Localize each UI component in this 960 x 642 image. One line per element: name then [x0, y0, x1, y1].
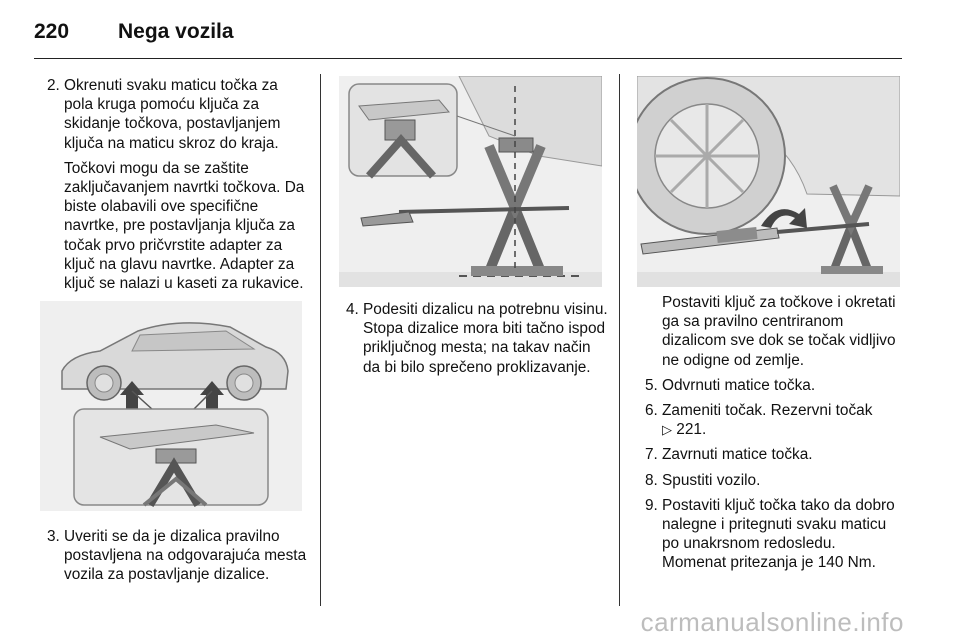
page-header — [34, 8, 902, 58]
col3-text-block — [632, 293, 904, 573]
jack-points-illustration — [40, 301, 302, 511]
header-rule — [34, 58, 902, 59]
step-7 — [632, 445, 904, 464]
step-5 — [632, 376, 904, 395]
step-text: Zavrnuti matice točka. — [662, 446, 813, 464]
torque-note: Momenat pritezanja je 140 Nm. — [662, 554, 876, 572]
step-number: 9. — [645, 496, 658, 514]
step-text: Odvrnuti matice točka. — [662, 376, 816, 394]
step-number: 7. — [645, 446, 658, 464]
step-8 — [632, 471, 904, 490]
page-ref-link[interactable]: 221. — [676, 421, 707, 439]
step-text: Spustiti vozilo. — [662, 471, 761, 489]
step-3-block — [34, 527, 310, 585]
step-text: Podesiti dizalicu na potrebnu visinu. Stopa dizalice mora biti tačno ispod priključnog mesta; na takav način da bi bilo sprečeno proklizavanje. — [363, 301, 608, 376]
step-4 — [333, 300, 611, 377]
step-6 — [632, 401, 904, 439]
step-number: 4. — [346, 301, 359, 318]
step-4-block — [333, 300, 611, 377]
watermark: carmanualsonline.info — [640, 607, 904, 637]
step-number: 5. — [645, 376, 658, 394]
step-3 — [34, 527, 310, 585]
step-number: 3. — [47, 528, 60, 545]
step-2 — [34, 76, 310, 153]
step-number: 6. — [645, 402, 658, 420]
wheel-lift-illustration — [637, 76, 900, 287]
step-text: Okrenuti svaku maticu točka za pola kruga pomoću ključa za skidanje točkova, postavljanjem ključa na maticu skroz do kraja. — [64, 77, 281, 152]
step-9 — [632, 496, 904, 573]
step-text: Postaviti ključ točka tako da dobro nalegne i pritegnuti svaku maticu po unakrsnom redosledu. — [662, 496, 895, 553]
lift-instruction: Postaviti ključ za točkove i okretati ga sa pravilno centriranom dizalicom sve dok se točak vidljivo ne odigne od zemlje. — [662, 294, 896, 369]
step-number: 8. — [645, 471, 658, 489]
wheel-lock-note: Točkovi mogu da se zaštite zaključavanjem navrtki točkova. Da biste olabavili ove specifične navrtke, pre postavljanja ključa za točak prvo pričvrstite adapter za ključ na glavu navrtke. Adapter za ključ se nalazi u kaseti za rukavice. — [64, 159, 305, 293]
step-2-block — [34, 76, 310, 293]
column-divider-1 — [320, 74, 321, 606]
step-number: 2. — [47, 77, 60, 94]
page-title: Nega vozila — [118, 20, 234, 43]
jack-placement-illustration — [339, 76, 602, 287]
page-number: 220 — [34, 20, 70, 43]
step-text: Uveriti se da je dizalica pravilno postavljena na odgovarajuća mesta vozila za postavljanje dizalice. — [64, 528, 307, 584]
column-divider-2 — [619, 74, 620, 606]
step-text: Zameniti točak. Rezervni točak — [662, 402, 873, 420]
page-ref-icon: ▷ — [662, 422, 672, 438]
